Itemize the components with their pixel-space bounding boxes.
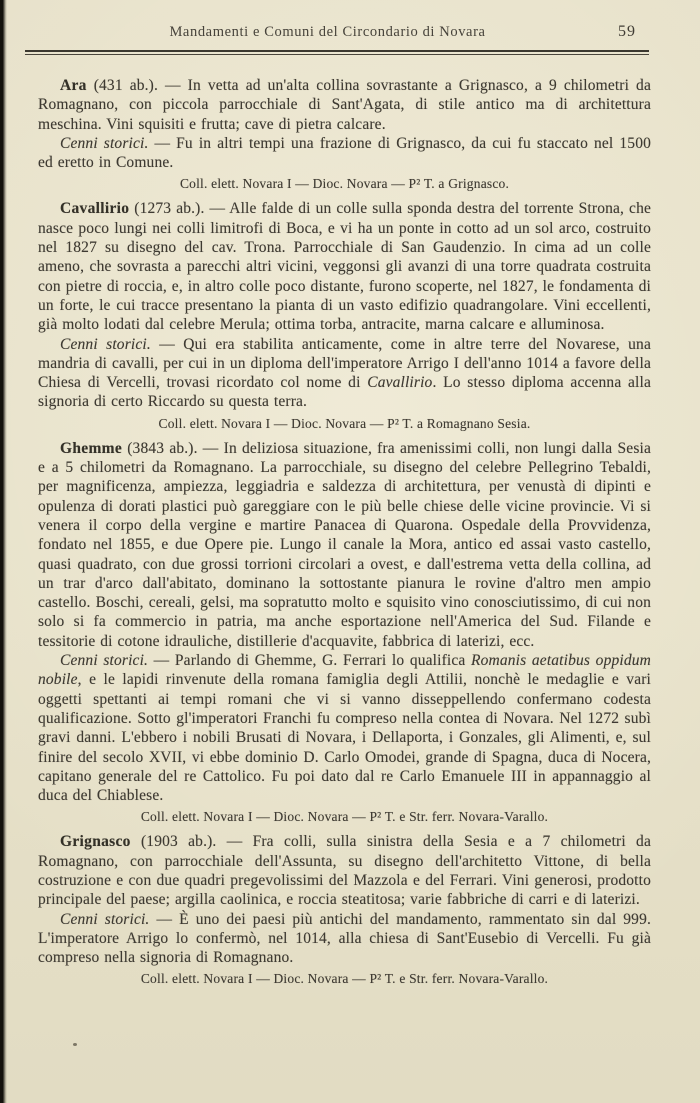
page-header — [25, 24, 630, 41]
entry-description: Cavallirio (1273 ab.). — Alle falde di un colle sulla sponda destra del torrente Strona, che nasce poco lungi nei colli limitrofi di Boca, e vi ha un ponte in cotto ad un sol arco, costruito nel 1827 su disegno del cav. Trona. Parrocchiale di San Gaudenzio. In cima ad un colle ameno, che sovrasta a parecchi altri vicini, veggonsi gli avanzi di una torre quadrata costruita con pietre di roccia, e, in altro colle poco distante, furono scoperte, nel 1827, le fondamenta di un forte, le cui tracce presentano la pianta di un vasto edifizio quadrangolare. Vini eccellenti, già molto lodati dal celebre Merula; ottima torba, antracite, marna calcare e alluminosa. — [38, 200, 651, 334]
entry-coll-elett: Coll. elett. Novara I — Dioc. Novara — P² T. e Str. ferr. Novara-Varallo. — [140, 809, 549, 825]
gazetteer-entry — [38, 199, 651, 432]
entry-description: Ghemme (3843 ab.). — In deliziosa situazione, fra amenissimi colli, non lungi dalla Sesia e a 5 chilometri da Romagnano. La parrocchiale, su disegno del celebre Pellegrino Tebaldi, per magnificenza, ampiezza, leggiadria e saldezza di architettura, per venustà di dipinti e opulenza di dorati plastici può gareggiare con le più belle chiese delle vicine provincie. Vi si venera il corpo della vergine e martire Panacea di Quarona. Ospedale della Provvidenza, fondato nel 1855, e due Opere pie. Lungo il canale la Mora, antico ed assai vasto castello, quasi quadrato, con due grossi torrioni circolari a ovest, e dall'estrema vetta della collina, ad un trar d'arco dall'abitato, dominano la sottostante pianura le rovine d'altro men ampio castello. Boschi, cereali, gelsi, ma sopratutto molto e squisito vino conosciutissimo, di cui non solo si fa commercio in patria, ma anche esportazione nell'America del Sud. Filande e tessitorie di cotone idrauliche, distillerie d'acquavite, fabbrica di laterizi, ecc. — [38, 439, 651, 650]
gazetteer-entry — [38, 439, 651, 827]
scan-edge-shadow — [0, 0, 7, 1103]
entry-description: Grignasco (1903 ab.). — Fra colli, sulla sinistra della Sesia e a 7 chilometri da Romagnano, con parrocchiale dell'Assunta, su disegno dell'architetto Vittone, di bella costruzione e con due quadri pregevolissimi del Mazzola e del Ferrari. Vini generosi, prodotto principale del paese; argilla caolinica, e roccia steatitosa; varie fabbriche di carri e di laterizi. — [38, 833, 651, 909]
entry-cenni-storici: Cenni storici. — Fu in altri tempi una frazione di Grignasco, da cui fu staccato nel 1500 ed eretto in Comune. — [38, 134, 651, 172]
scan-speck — [73, 1043, 77, 1046]
running-title: Mandamenti e Comuni del Circondario di Novara — [169, 24, 486, 40]
page-number: 59 — [618, 23, 636, 40]
entry-coll-elett: Coll. elett. Novara I — Dioc. Novara — P² T. a Romagnano Sesia. — [158, 415, 531, 431]
entry-cenni-storici: Cenni storici. — È uno dei paesi più antichi del mandamento, rammentato sin dal 999. L'imperatore Arrigo lo confermò, nel 1014, alla chiesa di Sant'Eusebio di Vercelli. Fu già compreso nella signoria di Romagnano. — [38, 910, 651, 967]
header-rule — [25, 50, 649, 55]
entries-container — [38, 76, 651, 994]
entry-coll-elett: Coll. elett. Novara I — Dioc. Novara — P² T. a Grignasco. — [179, 176, 510, 192]
entry-cenni-storici: Cenni storici. — Qui era stabilita anticamente, come in altre terre del Novarese, una mandria di cavalli, per cui in un diploma dell'imperatore Arrigo I dell'anno 1014 a favore della Chiesa di Vercelli, trovasi ricordato col nome di Cavallirio. Lo stesso diploma accenna alla signoria di certo Riccardo su questa terra. — [38, 335, 651, 411]
gazetteer-entry — [38, 76, 651, 193]
entry-cenni-storici: Cenni storici. — Parlando di Ghemme, G. Ferrari lo qualifica Romanis aetatibus oppidum nobile, e le lapidi rinvenute della romana famiglia degli Attilii, nonchè le medaglie e vari oggetti spettanti ai tempi romani che vi si vanno disseppellendo confermano codesta qualificazione. Sotto gl'imperatori Franchi fu compreso nella contea di Novara. Nel 1272 subì gravi danni. L'ebbero i nobili Brusati di Novara, i Dellaporta, i Gonzales, gli Alimenti, e, sul finire del secolo XVII, vi ebbe dominio D. Carlo Omodei, grande di Spagna, duca di Nocera, capitano generale del re Cattolico. Fu poi dato dal re Carlo Emanuele III in appannaggio al duca del Chiablese. — [38, 652, 651, 805]
entry-coll-elett: Coll. elett. Novara I — Dioc. Novara — P² T. e Str. ferr. Novara-Varallo. — [140, 971, 549, 987]
gazetteer-entry — [38, 832, 651, 988]
entry-description: Ara (431 ab.). — In vetta ad un'alta collina sovrastante a Grignasco, a 9 chilometri da Romagnano, con piccola parrocchiale di Sant'Agata, di stile antico ma di architettura meschina. Vini squisiti e frutta; cave di pietra calcare. — [38, 77, 651, 133]
